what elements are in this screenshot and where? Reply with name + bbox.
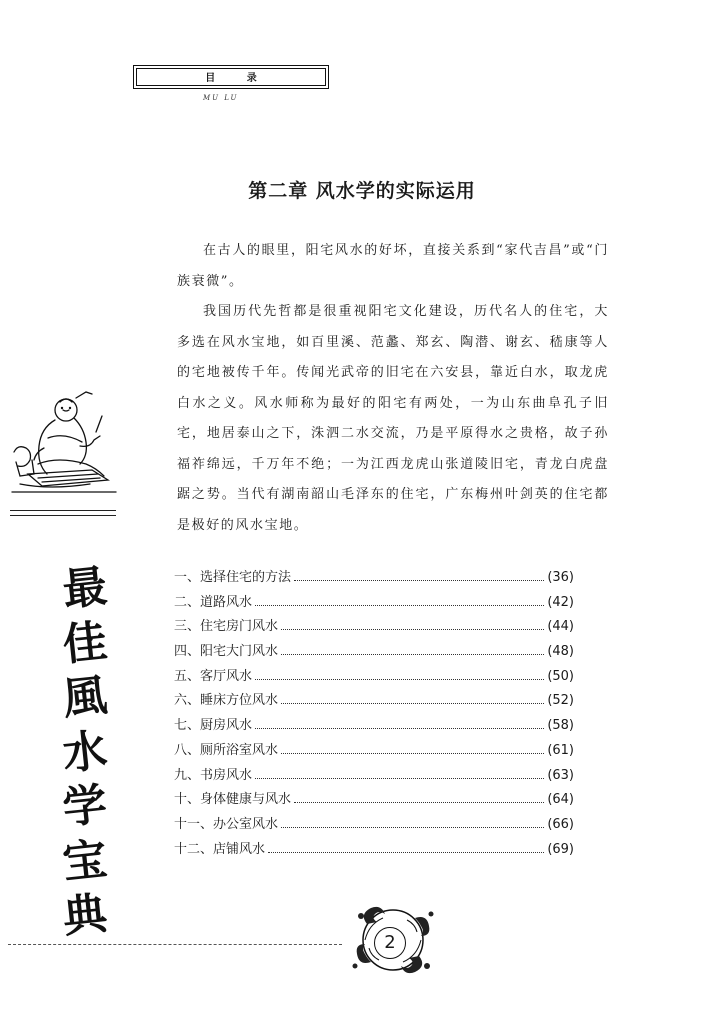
toc-item-page: (42) xyxy=(547,594,574,610)
toc-item-page: (69) xyxy=(547,841,574,857)
chapter-title: 第二章 风水学的实际运用 xyxy=(248,180,476,202)
toc-item-page: (63) xyxy=(547,767,574,783)
dot-leader xyxy=(281,629,544,630)
side-title-char: 宝 xyxy=(60,833,110,889)
toc-item-title: 十、身体健康与风水 xyxy=(174,792,292,808)
header-box xyxy=(133,65,329,89)
header-title: 目 录 xyxy=(205,73,271,84)
toc-item[interactable] xyxy=(174,838,574,863)
toc-item-page: (58) xyxy=(547,718,574,734)
dot-leader xyxy=(294,802,544,803)
toc-item[interactable] xyxy=(174,764,574,789)
toc-item-title: 一、选择住宅的方法 xyxy=(174,570,292,585)
toc-item-page: (50) xyxy=(547,668,574,684)
dot-leader xyxy=(281,827,544,828)
dot-leader xyxy=(255,605,544,606)
side-title-char: 佳 xyxy=(60,615,110,671)
side-title-char: 学 xyxy=(60,778,110,835)
toc-item-page: (44) xyxy=(547,619,574,635)
toc-item-title: 六、睡床方位风水 xyxy=(174,693,279,709)
toc-item[interactable] xyxy=(174,640,574,665)
side-title xyxy=(55,562,115,944)
dot-leader xyxy=(281,703,544,704)
toc-item-page: (64) xyxy=(547,792,574,808)
toc-item-title: 八、厕所浴室风水 xyxy=(174,742,279,758)
dot-leader xyxy=(294,580,544,581)
toc-item[interactable] xyxy=(174,566,574,591)
toc-item-title: 三、住宅房门风水 xyxy=(174,619,279,635)
scholar-illustration xyxy=(8,388,120,500)
footer-dashed-rule xyxy=(8,944,342,945)
toc-item-page: (48) xyxy=(547,644,574,660)
toc-item[interactable] xyxy=(174,665,574,690)
toc-item[interactable] xyxy=(174,739,574,764)
paragraph: 在古人的眼里，阳宅风水的好坏，直接关系到“家代吉昌”或“门族衰微”。 xyxy=(177,243,609,289)
side-title-char: 風 xyxy=(60,669,110,726)
toc-item-page: (52) xyxy=(547,693,574,709)
side-title-char: 最 xyxy=(60,560,110,617)
dot-leader xyxy=(255,679,544,680)
toc-item[interactable] xyxy=(174,615,574,640)
toc-item-page: (66) xyxy=(547,816,574,832)
toc-item[interactable] xyxy=(174,689,574,714)
toc-item[interactable] xyxy=(174,788,574,813)
dot-leader xyxy=(281,753,544,754)
toc-item-title: 七、厨房风水 xyxy=(174,718,253,734)
page-number: 2 xyxy=(374,927,406,959)
toc-item[interactable] xyxy=(174,591,574,616)
toc-item-page: (36) xyxy=(547,570,574,585)
dot-leader xyxy=(255,778,544,779)
toc-item-title: 四、阳宅大门风水 xyxy=(174,644,279,660)
toc-item[interactable] xyxy=(174,813,574,838)
table-of-contents xyxy=(174,566,574,862)
toc-item-title: 五、客厅风水 xyxy=(174,668,253,684)
paragraph: 我国历代先哲都是很重视阳宅文化建设，历代名人的住宅，大多选在风水宝地，如百里溪、范蠡、郑玄、陶潜、谢玄、嵇康等人的宅地被传千年。传闻光武帝的旧宅在六安县，靠近白水，取龙虎白水之义。风水师称为最好的阳宅有两处，一为山东曲阜孔子旧宅，地居泰山之下，洙泗二水交流，乃是平原得水之贵格，故子孙福祚绵远，千万年不绝；一为江西龙虎山张道陵旧宅，青龙白虎盘踞之势。当代有湖南韶山毛泽东的住宅，广东梅州叶剑英的住宅都是极好的风水宝地。 xyxy=(177,304,609,533)
toc-item-page: (61) xyxy=(547,742,574,758)
side-title-char: 水 xyxy=(60,724,110,780)
dot-leader xyxy=(281,654,544,655)
toc-item-title: 九、书房风水 xyxy=(174,767,253,783)
dot-leader xyxy=(268,852,544,853)
side-divider xyxy=(10,515,116,516)
toc-item[interactable] xyxy=(174,714,574,739)
toc-item-title: 二、道路风水 xyxy=(174,594,253,610)
dot-leader xyxy=(255,728,544,729)
toc-item-title: 十二、店铺风水 xyxy=(174,841,266,857)
side-divider xyxy=(10,510,116,511)
header-subtitle: MU LU xyxy=(203,94,239,102)
body-text xyxy=(177,236,609,541)
side-title-char: 典 xyxy=(60,887,110,944)
toc-item-title: 十一、办公室风水 xyxy=(174,816,279,832)
